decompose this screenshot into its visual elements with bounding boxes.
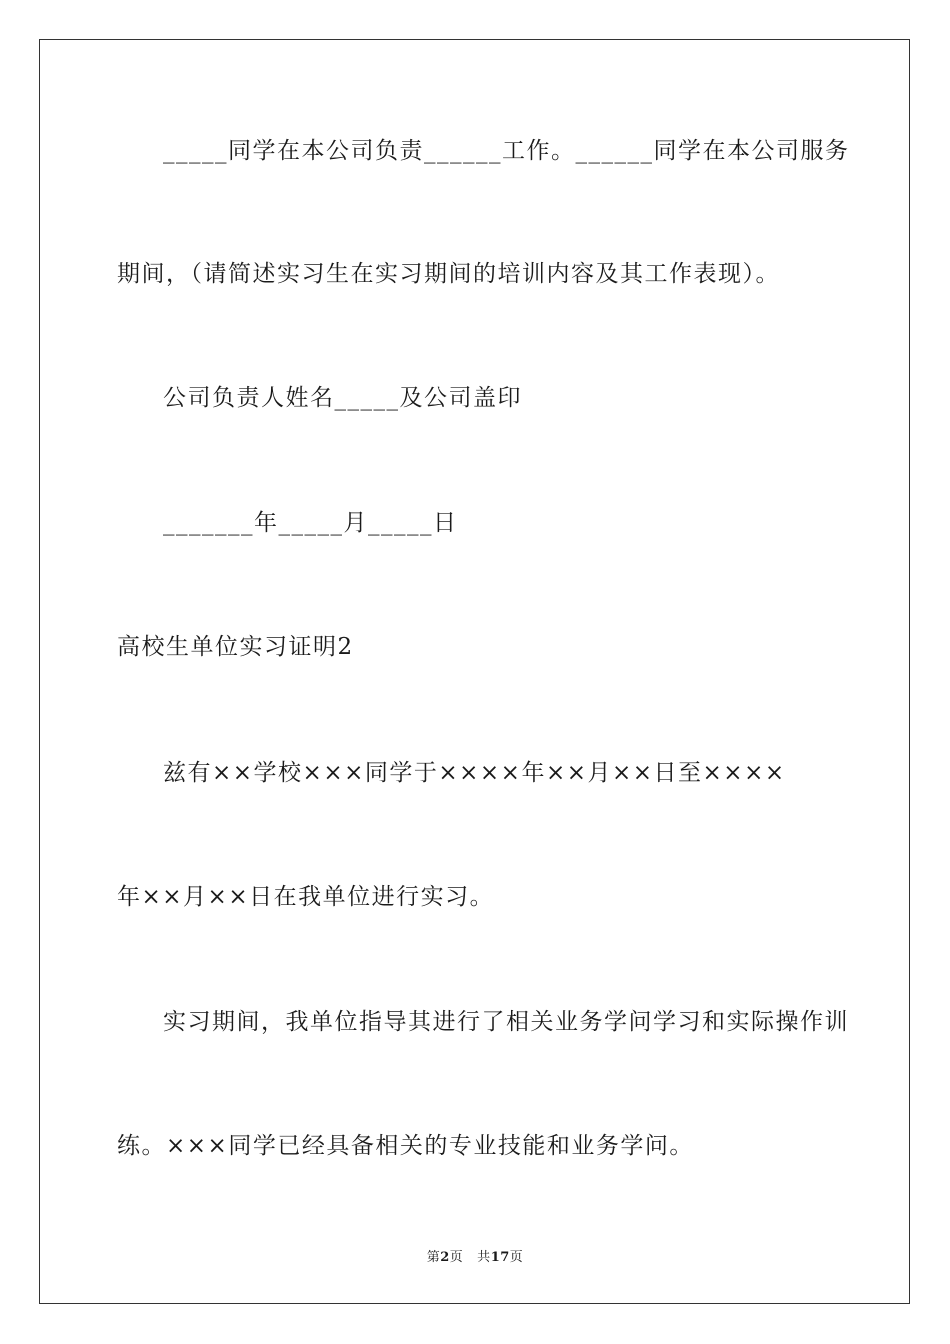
page-prefix: 第 [426, 1250, 441, 1265]
paragraph-2: 期间，（请简述实习生在实习期间的培训内容及其工作表现）。 [117, 261, 780, 287]
paragraph-1: _____同学在本公司负责______工作。______同学在本公司服务 [163, 138, 850, 164]
paragraph-8: 练。×××同学已经具备相关的专业技能和业务学问。 [117, 1133, 694, 1159]
page-number: 2 [440, 1250, 450, 1265]
paragraph-5: 兹有××学校×××同学于××××年××月××日至×××× [163, 760, 786, 786]
paragraph-6: 年××月××日在我单位进行实习。 [117, 884, 495, 910]
section-heading: 高校生单位实习证明2 [117, 634, 354, 660]
page-suffix: 页 [449, 1250, 464, 1265]
page-footer [0, 1246, 950, 1265]
total-suffix: 页 [509, 1250, 524, 1265]
paragraph-4: _______年_____月_____日 [163, 510, 458, 536]
paragraph-3: 公司负责人姓名_____及公司盖印 [163, 385, 522, 411]
page-frame [39, 39, 910, 1304]
total-pages: 17 [490, 1250, 510, 1265]
total-prefix: 共 [477, 1250, 491, 1265]
paragraph-7: 实习期间，我单位指导其进行了相关业务学问学习和实际操作训 [163, 1009, 849, 1035]
